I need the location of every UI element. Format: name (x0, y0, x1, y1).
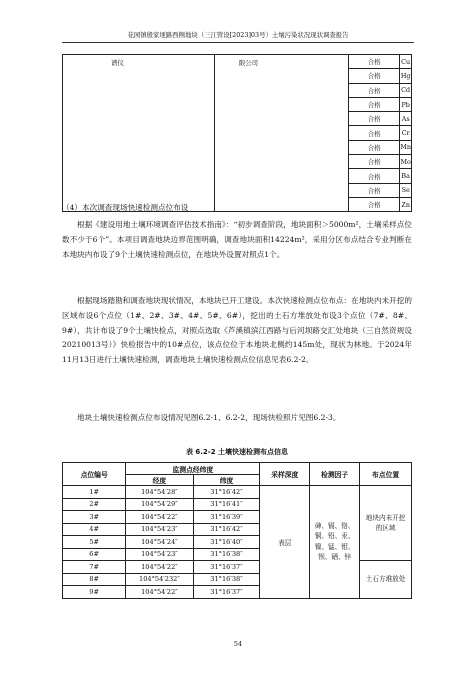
result-cell: 合格 (348, 140, 399, 154)
company-cell: 限公司 (214, 55, 348, 212)
point-lon: 104°54′23″ (126, 523, 193, 536)
point-lon: 104°54′28″ (126, 486, 193, 499)
point-lon: 104°54′22″ (126, 511, 193, 524)
point-lon: 104°54′29″ (126, 498, 193, 511)
result-cell: 合格 (348, 197, 399, 211)
header-location: 布点位置 (360, 463, 412, 486)
point-id: 2# (63, 498, 126, 511)
header-factors: 检测因子 (310, 463, 360, 486)
result-cell: 合格 (348, 55, 399, 69)
point-lat: 31°16′37″ (193, 586, 260, 599)
result-cell: 合格 (348, 183, 399, 197)
point-lat: 31°16′41″ (193, 498, 260, 511)
point-id: 4# (63, 523, 126, 536)
point-lon: 104°54′24″ (126, 536, 193, 549)
detection-points-table (62, 462, 412, 599)
element-cell: As (400, 112, 412, 126)
point-id: 9# (63, 586, 126, 599)
point-lat: 31°16′38″ (193, 548, 260, 561)
factors-cell: 砷、镉、铬、铜、铅、汞、镍、锰、钼、钡、硒、锌 (310, 486, 360, 599)
element-cell: Mo (400, 155, 412, 169)
point-id: 7# (63, 561, 126, 574)
point-lon: 104°54′23″ (126, 548, 193, 561)
element-cell: Mn (400, 140, 412, 154)
result-cell: 合格 (348, 97, 399, 111)
point-id: 8# (63, 573, 126, 586)
point-lat: 31°16′42″ (193, 523, 260, 536)
page-number: 54 (233, 640, 243, 648)
result-cell: 合格 (348, 155, 399, 169)
point-lat: 31°16′40″ (193, 536, 260, 549)
point-id: 3# (63, 511, 126, 524)
paragraph-3: 地块土壤快速检测点位布设情况见图6.2-1、6.2-2，现场快检照片见图6.2-3。 (77, 413, 341, 422)
location-cell-b: 土石方堆放处 (360, 561, 412, 599)
table-caption: 表 6.2-2 土壤快速检测布点信息 (185, 448, 289, 456)
paragraph-1: 根据《建设用地土壤环境调查评估技术指南》：“初步调查阶段，地块面积＞5000m²，土壤采样点位数不少于6个”。本项目调查地块边界范围明确，调查地块面积14224m²，采用分区布点结合专业判断在本地块内布设了9个土壤快速检测点位，在地块外设置对照点1个。 (62, 220, 412, 259)
point-lon: 104°54′22″ (126, 586, 193, 599)
instrument-table (62, 54, 412, 212)
location-cell-a: 地块内未开挖的区域 (360, 486, 412, 561)
device-cell: 谱仪 (63, 55, 215, 212)
element-cell: Hg (400, 69, 412, 83)
element-cell: Se (400, 183, 412, 197)
element-cell: Ba (400, 169, 412, 183)
point-lon: 104°54′232″ (126, 573, 193, 586)
result-cell: 合格 (348, 126, 399, 140)
result-cell: 合格 (348, 169, 399, 183)
element-cell: Zn (400, 197, 412, 211)
element-cell: Cr (400, 126, 412, 140)
result-cell: 合格 (348, 69, 399, 83)
element-cell: Cu (400, 55, 412, 69)
point-id: 5# (63, 536, 126, 549)
element-cell: Cd (400, 83, 412, 97)
point-lat: 31°16′38″ (193, 573, 260, 586)
point-lon: 104°54′22″ (126, 561, 193, 574)
point-lat: 31°16′37″ (193, 561, 260, 574)
header-point: 点位编号 (63, 463, 126, 486)
result-cell: 合格 (348, 112, 399, 126)
page-header: 花园镇殷家埂路西侧地块（三江管设[2023]03号）土壤污染状况现状调查报告 (62, 30, 414, 43)
header-lat: 纬度 (193, 475, 260, 486)
header-lon: 经度 (126, 475, 193, 486)
paragraph-2: 根据现场踏勘和调查地块现状情况，本地块已开工建设。本次快速检测点位布点：在地块内未开挖的区域布设6个点位（1#、2#、3#、4#、5#、6#），挖出的土石方堆放处布设3个点位（7#、8#、9#），共计布设了9个土壤快检点，对照点选取《芦溪镇滨江西路与后河坝路交汇处地块（三自然资规设20210013号）》快检报告中的10#点位，该点位位于本地块北侧约145m处，现状为林地。于2024年11月13日进行土壤快速检测，调查地块土壤快速检测点位信息见表6.2-2。 (62, 296, 412, 365)
element-cell: Pb (400, 97, 412, 111)
point-id: 6# (63, 548, 126, 561)
section-heading: （4）本次调查现场快速检测点位布设 (62, 203, 189, 212)
header-coords: 监测点经纬度 (126, 463, 260, 475)
point-lat: 31°16′39″ (193, 511, 260, 524)
header-depth: 采样深度 (260, 463, 310, 486)
point-id: 1# (63, 486, 126, 499)
point-lat: 31°16′42″ (193, 486, 260, 499)
result-cell: 合格 (348, 83, 399, 97)
depth-cell: 表层 (260, 486, 310, 599)
